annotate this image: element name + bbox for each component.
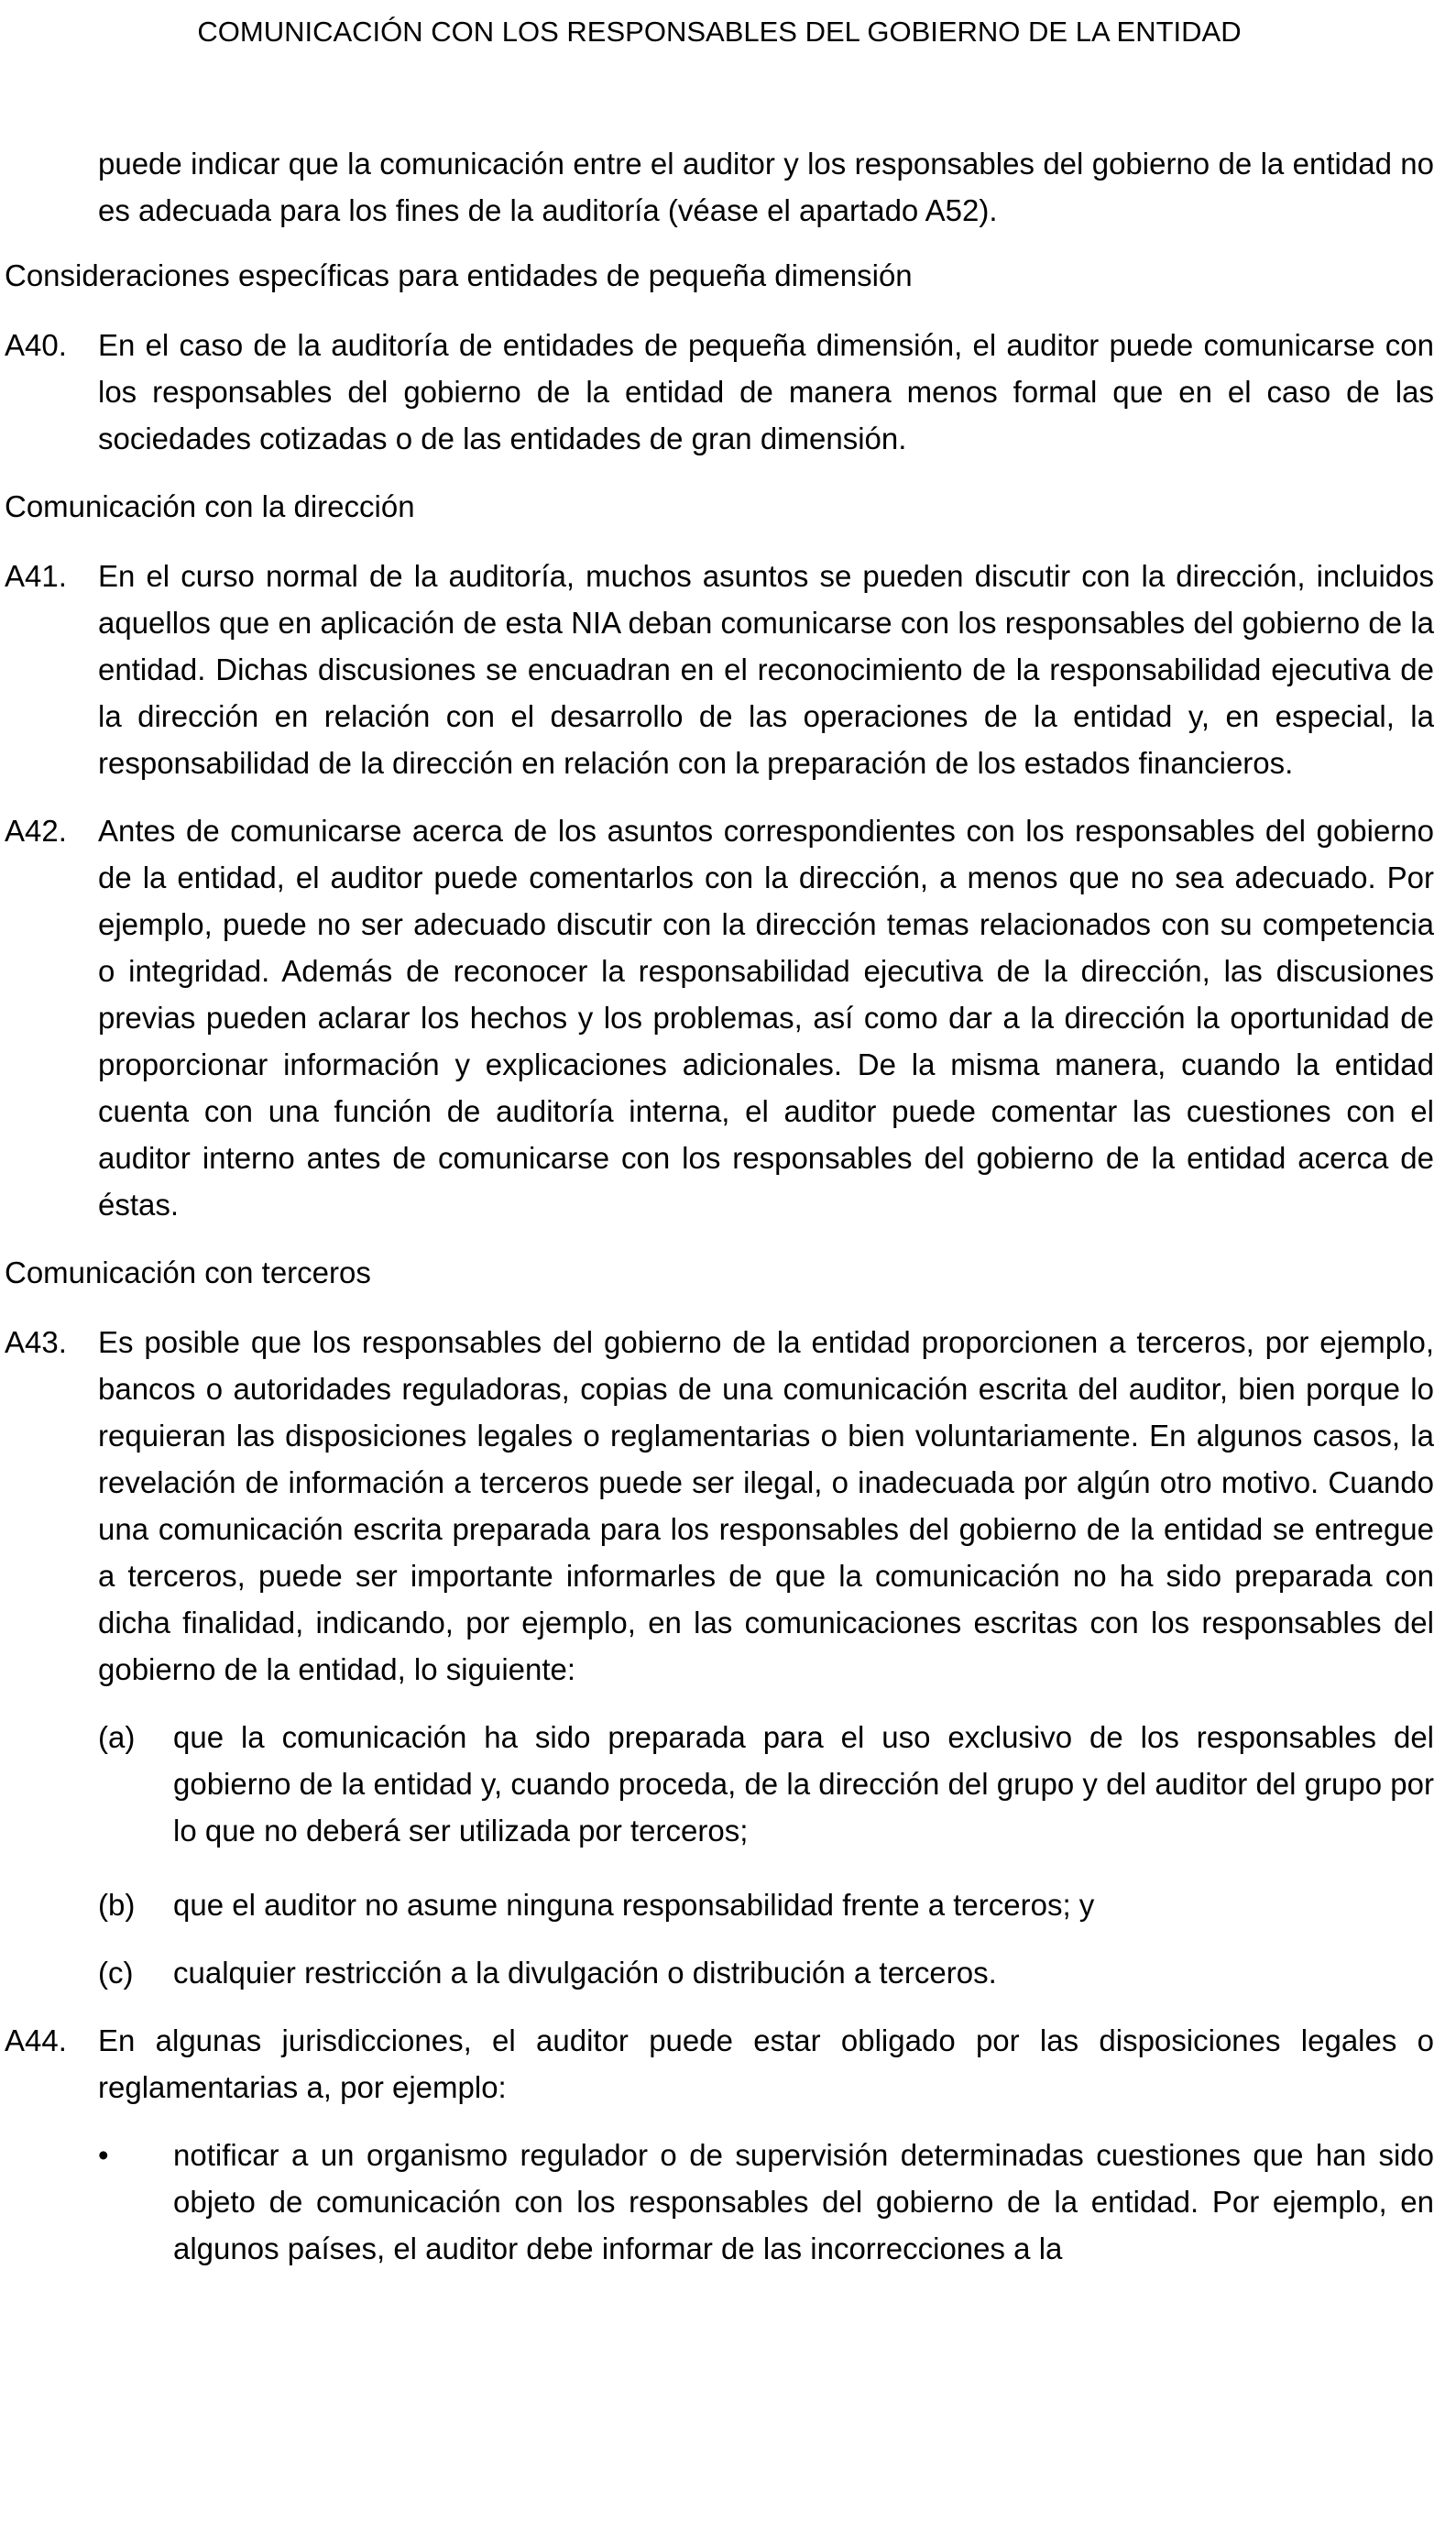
paragraph-a43 bbox=[5, 1319, 1434, 1693]
paragraph-text-a40: En el caso de la auditoría de entidades de pequeña dimensión, el auditor puede comunicarse con los responsables del gobierno de la entidad de manera menos formal que en el caso de las sociedades cotizadas o de las entidades de gran dimensión. bbox=[98, 328, 1434, 455]
paragraph-text-a41: En el curso normal de la auditoría, muchos asuntos se pueden discutir con la dirección, incluidos aquellos que en aplicación de esta NIA deban comunicarse con los responsables del gobierno de la entidad. Dichas discusiones se encuadran en el reconocimiento de la responsabilidad ejecutiva de la dirección en relación con el desarrollo de las operaciones de la entidad y, en especial, la responsabilidad de la dirección en relación con la preparación de los estados financieros. bbox=[98, 559, 1434, 780]
paragraph-continuation: puede indicar que la comunicación entre el auditor y los responsables del gobierno de la entidad no es adecuada para los fines de la auditoría (véase el apartado A52). bbox=[98, 147, 1434, 227]
bullet-text: notificar a un organismo regulador o de supervisión determinadas cuestiones que han sido objeto de comunicación con los responsables del gobierno de la entidad. Por ejemplo, en algunos países, el auditor debe informar de las incorrecciones a la bbox=[173, 2138, 1434, 2265]
list-item-a bbox=[98, 1714, 1434, 1854]
paragraph-number-a44: A44. bbox=[5, 2023, 67, 2057]
list-item-text-c: cualquier restricción a la divulgación o distribución a terceros. bbox=[173, 1956, 997, 1990]
paragraph-text-a43: Es posible que los responsables del gobierno de la entidad proporcionen a terceros, por ejemplo, bancos o autoridades reguladoras, copias de una comunicación escrita del auditor, bien porque lo requieran las disposiciones legales o reglamentarias o bien voluntariamente. En algunos casos, la revelación de información a terceros puede ser ilegal, o inadecuada por algún otro motivo. Cuando una comunicación escrita preparada para los responsables del gobierno de la entidad se entregue a terceros, puede ser importante informarles de que la comunicación no ha sido preparada con dicha finalidad, indicando, por ejemplo, en las comunicaciones escritas con los responsables del gobierno de la entidad, lo siguiente: bbox=[98, 1325, 1434, 1686]
list-item-label-a: (a) bbox=[98, 1720, 136, 1754]
list-item-text-b: que el auditor no asume ninguna responsabilidad frente a terceros; y bbox=[173, 1888, 1095, 1922]
list-item-b bbox=[98, 1881, 1434, 1928]
section-heading-management: Comunicación con la dirección bbox=[5, 489, 415, 523]
section-heading-small-entities: Consideraciones específicas para entidades de pequeña dimensión bbox=[5, 258, 913, 292]
list-item-text-a: que la comunicación ha sido preparada para el uso exclusivo de los responsables del gobierno de la entidad y, cuando proceda, de la dirección del grupo y del auditor del grupo por lo que no deberá ser utilizada por terceros; bbox=[173, 1720, 1434, 1848]
list-item-c bbox=[98, 1949, 1434, 1996]
paragraph-a40 bbox=[5, 322, 1434, 462]
bullet-item bbox=[98, 2132, 1434, 2272]
paragraph-number-a42: A42. bbox=[5, 814, 67, 848]
paragraph-a44 bbox=[5, 2017, 1434, 2111]
section-heading-third-parties: Comunicación con terceros bbox=[5, 1256, 371, 1289]
paragraph-number-a41: A41. bbox=[5, 559, 67, 593]
document-title: COMUNICACIÓN CON LOS RESPONSABLES DEL GOBIERNO DE LA ENTIDAD bbox=[197, 16, 1242, 48]
paragraph-text-a44: En algunas jurisdicciones, el auditor puede estar obligado por las disposiciones legales o reglamentarias a, por ejemplo: bbox=[98, 2023, 1434, 2104]
bullet-marker: • bbox=[98, 2138, 109, 2172]
paragraph-a42 bbox=[5, 807, 1434, 1228]
paragraph-a41 bbox=[5, 553, 1434, 786]
paragraph-number-a40: A40. bbox=[5, 328, 67, 362]
list-item-label-c: (c) bbox=[98, 1956, 134, 1990]
paragraph-text-a42: Antes de comunicarse acerca de los asuntos correspondientes con los responsables del gobierno de la entidad, el auditor puede comentarlos con la dirección, a menos que no sea adecuado. Por ejemplo, puede no ser adecuado discutir con la dirección temas relacionados con su competencia o integridad. Además de reconocer la responsabilidad ejecutiva de la dirección, las discusiones previas pueden aclarar los hechos y los problemas, así como dar a la dirección la oportunidad de proporcionar información y explicaciones adicionales. De la misma manera, cuando la entidad cuenta con una función de auditoría interna, el auditor puede comentar las cuestiones con el auditor interno antes de comunicarse con los responsables del gobierno de la entidad acerca de éstas. bbox=[98, 814, 1434, 1222]
list-item-label-b: (b) bbox=[98, 1888, 136, 1922]
paragraph-number-a43: A43. bbox=[5, 1325, 67, 1359]
